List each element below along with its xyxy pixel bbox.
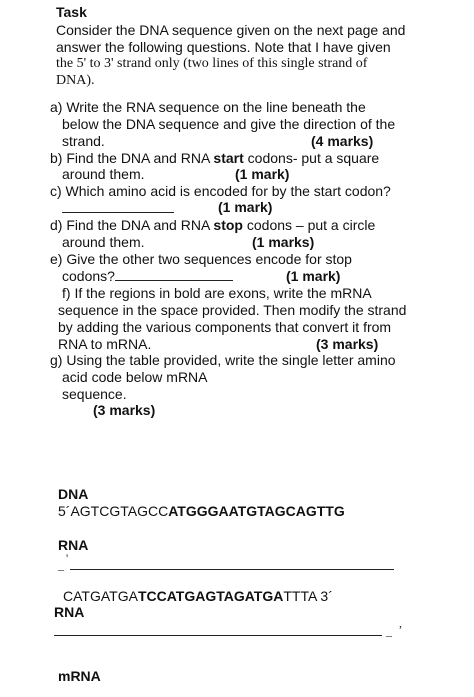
question-f-line-2: sequence in the space provided. Then modify the strand <box>58 302 407 318</box>
question-d-line-1: d) Find the DNA and RNA stop codons – put a circle <box>50 217 376 233</box>
mrna-label: mRNA <box>58 668 101 684</box>
tick-mark: ' <box>66 551 69 565</box>
question-b-marks: (1 mark) <box>235 166 290 182</box>
dna-label: DNA <box>58 486 89 502</box>
dash-mark: – <box>386 628 392 642</box>
intro-line-3: the 5' to 3' strand only (two lines of this single strand of <box>56 56 368 71</box>
question-g-marks: (3 marks) <box>93 402 156 418</box>
question-c-marks: (1 mark) <box>218 199 273 215</box>
question-d-line-2: around them. <box>62 234 145 250</box>
question-f-line-3: by adding the various components that convert it from <box>58 319 392 335</box>
question-c-answer-line[interactable] <box>62 212 174 213</box>
intro-line-1: Consider the DNA sequence given on the next page and <box>56 22 406 38</box>
question-g-line-1: g) Using the table provided, write the single letter amino <box>50 352 396 368</box>
rna-label-1: RNA <box>58 537 89 553</box>
intro-line-2: answer the following questions. Note that I have given <box>56 39 391 55</box>
question-c-line-1: c) Which amino acid is encoded for by the start codon? <box>50 183 391 199</box>
rna-answer-line-2[interactable] <box>54 635 382 636</box>
dna-sequence-line-2: CATGATGATCCATGAGTAGATGATTTA 3´ <box>63 588 333 604</box>
question-b-line-1: b) Find the DNA and RNA start codons- put a square <box>50 150 380 166</box>
question-e-line-1: e) Give the other two sequences encode for stop <box>50 251 352 267</box>
question-a-line-3: strand. <box>62 133 105 149</box>
question-g-line-2: acid code below mRNA <box>62 369 208 385</box>
question-e-marks: (1 mark) <box>286 268 341 284</box>
rna-answer-line-1[interactable] <box>70 569 394 570</box>
question-f-marks: (3 marks) <box>316 336 379 352</box>
tick-mark: , <box>399 616 402 630</box>
dna-sequence-line-1: 5´AGTCGTAGCCATGGGAATGTAGCAGTTG <box>58 503 345 519</box>
question-f-line-1: f) If the regions in bold are exons, write the mRNA <box>62 285 372 301</box>
question-g-line-3: sequence. <box>62 386 127 402</box>
question-a-marks: (4 marks) <box>311 133 374 149</box>
question-f-line-4: RNA to mRNA. <box>58 336 152 352</box>
question-b-line-2: around them. <box>62 166 145 182</box>
rna-label-2: RNA <box>54 604 85 620</box>
question-e-line-2: codons? <box>62 268 233 284</box>
question-a-line-1: a) Write the RNA sequence on the line beneath the <box>50 99 366 115</box>
task-title: Task <box>56 4 87 20</box>
intro-line-4: DNA). <box>56 73 95 88</box>
question-a-line-2: below the DNA sequence and give the direction of the <box>62 116 396 132</box>
dash-mark: – <box>58 562 64 576</box>
question-d-marks: (1 marks) <box>252 234 315 250</box>
question-e-answer-line[interactable] <box>115 268 233 281</box>
